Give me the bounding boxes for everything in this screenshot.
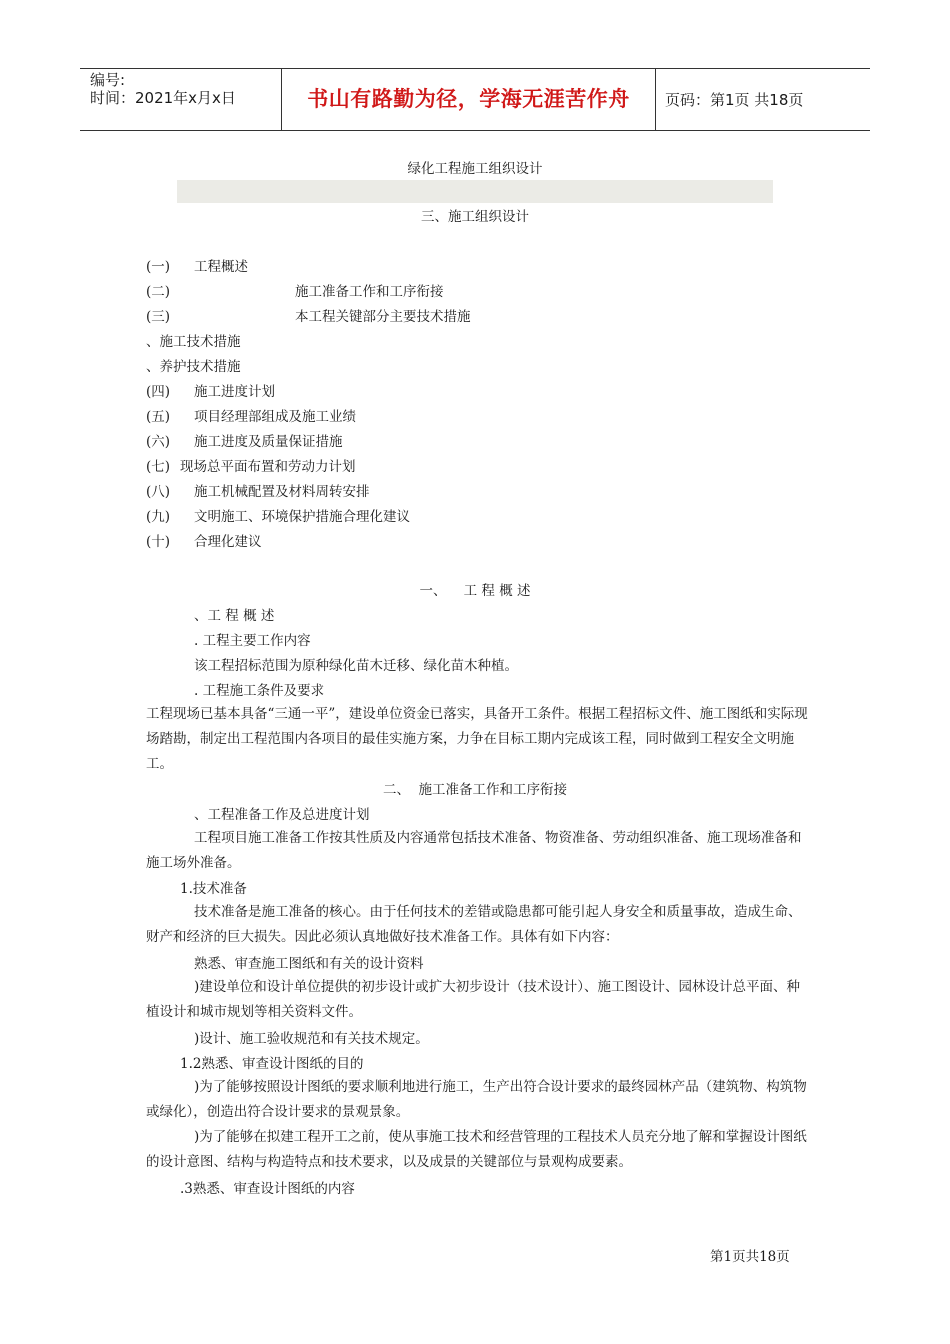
- toc-item: 施工机械配置及材料周转安排: [194, 484, 370, 500]
- subheading: . 工程主要工作内容: [194, 633, 311, 649]
- toc-item: 施工准备工作和工序衔接: [295, 284, 444, 300]
- toc-item: 现场总平面布置和劳动力计划: [180, 459, 356, 475]
- paragraph: )设计、施工验收规范和有关技术规定。: [194, 1031, 429, 1047]
- section-title: 三、施工组织设计: [421, 209, 529, 225]
- paragraph: 工程现场已基本具备“三通一平”，建设单位资金已落实，具备开工条件。根据工程招标文件、施工图纸和实际现场踏勘，制定出工程范围内各项目的最佳实施方案，力争在目标工期内完成该工程，同时做到工程安全文明施工。: [146, 706, 808, 772]
- header-page-number: 页码：第1页 共18页: [665, 91, 804, 109]
- subheading: .3熟悉、审查设计图纸的内容: [180, 1181, 355, 1197]
- subheading: 、工程准备工作及总进度计划: [194, 807, 370, 823]
- paragraph: 技术准备是施工准备的核心。由于任何技术的差错或隐患都可能引起人身安全和质量事故，造成生命、财产和经济的巨大损失。因此必须认真地做好技术准备工作。具体有如下内容：: [146, 904, 802, 945]
- toc-item: 、施工技术措施: [146, 334, 241, 350]
- heading-2: 二、 施工准备工作和工序衔接: [382, 782, 568, 798]
- paragraph: 该工程招标范围为原种绿化苗木迁移、绿化苗木种植。: [194, 658, 518, 674]
- toc-item: 文明施工、环境保护措施合理化建议: [194, 509, 410, 525]
- document-date-label: 时间：2021年x月x日: [90, 89, 236, 107]
- header-motto: 书山有路勤为径，学海无涯苦作舟: [307, 87, 630, 111]
- toc-num: (一): [146, 259, 171, 275]
- toc-num: (七): [146, 459, 171, 475]
- paragraph: )为了能够按照设计图纸的要求顺利地进行施工，生产出符合设计要求的最终园林产品（建筑物、构筑物或绿化），创造出符合设计要求的景观景象。: [146, 1079, 807, 1120]
- toc-item: 本工程关键部分主要技术措施: [295, 309, 471, 325]
- footer-page-number: 第1页共18页: [710, 1249, 790, 1265]
- toc-item: 、养护技术措施: [146, 359, 241, 375]
- subheading: 、工 程 概 述: [194, 608, 275, 624]
- paragraph: )建设单位和设计单位提供的初步设计或扩大初步设计（技术设计）、施工图设计、园林设计总平面、种植设计和城市规划等相关资料文件。: [146, 979, 801, 1020]
- toc-num: (五): [146, 409, 171, 425]
- document-title: 绿化工程施工组织设计: [407, 161, 543, 177]
- heading-1: 一、 工 程 概 述: [419, 583, 531, 599]
- toc-num: (六): [146, 434, 171, 450]
- subheading: 1.2熟悉、审查设计图纸的目的: [180, 1056, 364, 1072]
- toc-num: (二): [146, 284, 171, 300]
- toc-num: (九): [146, 509, 171, 525]
- toc-num: (三): [146, 309, 171, 325]
- toc-num: (八): [146, 484, 171, 500]
- toc-item: 施工进度及质量保证措施: [194, 434, 343, 450]
- subheading: 熟悉、审查施工图纸和有关的设计资料: [194, 956, 424, 972]
- subheading: 1.技术准备: [180, 881, 247, 897]
- paragraph: 工程项目施工准备工作按其性质及内容通常包括技术准备、物资准备、劳动组织准备、施工现场准备和施工场外准备。: [146, 830, 802, 871]
- toc-item: 施工进度计划: [194, 384, 275, 400]
- header-divider: [655, 69, 656, 130]
- toc-item: 工程概述: [194, 259, 248, 275]
- paragraph: )为了能够在拟建工程开工之前，使从事施工技术和经营管理的工程技术人员充分地了解和掌握设计图纸的设计意图、结构与构造特点和技术要求，以及成景的关键部位与景观构成要素。: [146, 1129, 807, 1170]
- header-left: [90, 71, 236, 107]
- subheading: . 工程施工条件及要求: [194, 683, 325, 699]
- toc-item: 合理化建议: [194, 534, 262, 550]
- toc-num: (十): [146, 534, 171, 550]
- toc-item: 项目经理部组成及施工业绩: [194, 409, 356, 425]
- document-number-label: 编号:: [90, 71, 126, 89]
- header-table: [80, 68, 870, 131]
- toc-num: (四): [146, 384, 171, 400]
- highlight-bar: [177, 180, 773, 203]
